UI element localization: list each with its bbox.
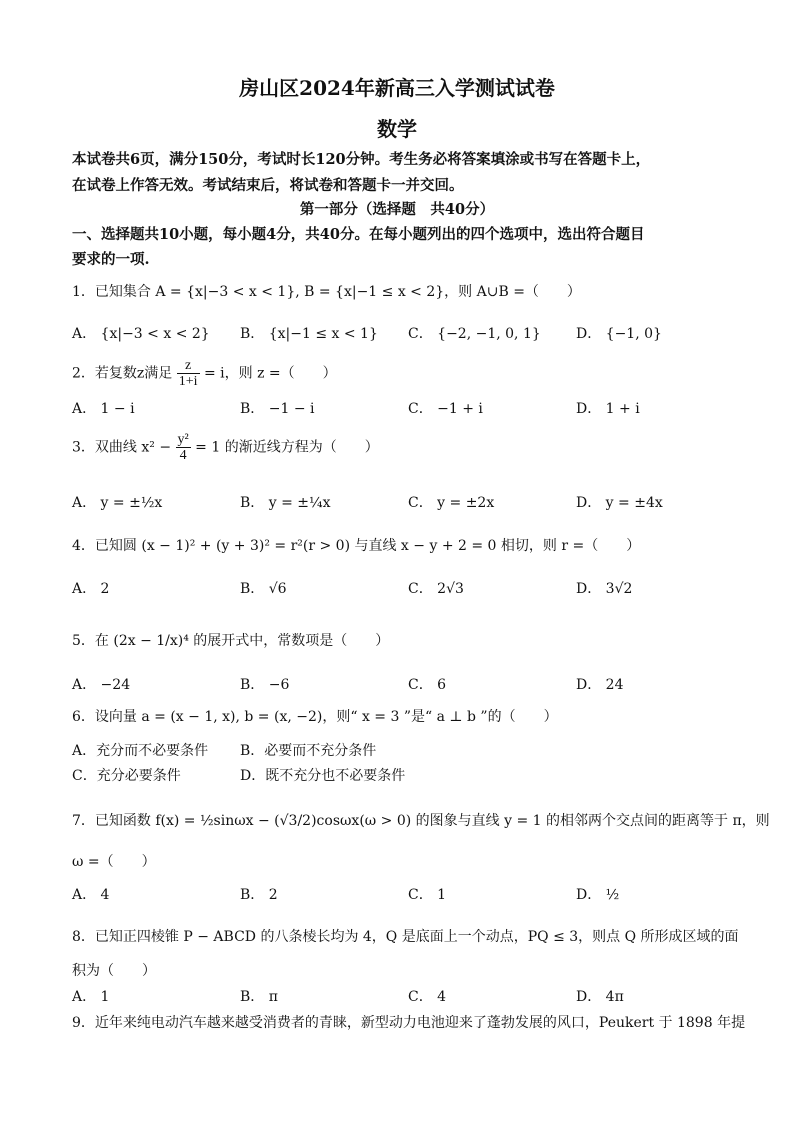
intro-line-2: 在试卷上作答无效。考试结束后，将试卷和答题卡一并交回。 — [72, 177, 464, 194]
question-8-option-a: A． 1 — [72, 989, 110, 1005]
question-7-option-d: D． ½ — [576, 887, 620, 903]
question-6-option-d: D．既不充分也不必要条件 — [240, 768, 406, 784]
question-2-stem-pre: 2．若复数z满足 — [72, 365, 173, 382]
fraction-numerator: z — [177, 358, 200, 374]
question-5-option-c: C． 6 — [408, 677, 447, 693]
question-6-option-b: B．必要而不充分条件 — [240, 743, 377, 759]
question-2-option-d: D． 1 + i — [576, 401, 640, 417]
question-6-option-c: C．充分必要条件 — [72, 768, 181, 784]
question-2-option-c: C． −1 + i — [408, 401, 483, 417]
part1-instruction-2: 要求的一项. — [72, 251, 150, 268]
question-4-option-c: C． 2√3 — [408, 581, 464, 597]
question-2-stem — [72, 358, 337, 389]
question-2-stem-post: = i，则 z =（ ） — [204, 365, 337, 382]
question-7-option-a: A． 4 — [72, 887, 110, 903]
question-9-stem: 9．近年来纯电动汽车越来越受消费者的青睐，新型动力电池迎来了蓬勃发展的风口，Peukert 于 1898 年提 — [72, 1015, 746, 1031]
question-3-option-d: D． y = ±4x — [576, 495, 663, 511]
question-3-option-a: A． y = ±½x — [72, 495, 163, 511]
question-4-option-d: D． 3√2 — [576, 581, 633, 597]
question-3-stem-pre: 3．双曲线 x² − — [72, 439, 172, 456]
question-7-option-b: B． 2 — [240, 887, 278, 903]
question-6-stem: 6．设向量 a = (x − 1, x), b = (x, −2)，则“ x = 3 ”是“ a ⊥ b ”的（ ） — [72, 709, 558, 725]
question-2-option-a: A． 1 − i — [72, 401, 135, 417]
question-5-stem: 5．在 (2x − 1/x)⁴ 的展开式中，常数项是（ ） — [72, 633, 390, 649]
question-4-option-b: B． √6 — [240, 581, 287, 597]
question-3-option-b: B． y = ±¼x — [240, 495, 331, 511]
question-1-option-d: D． {−1, 0} — [576, 326, 662, 342]
question-7-stem: 7．已知函数 f(x) = ½sinωx − (√3/2)cosωx(ω > 0) 的图象与直线 y = 1 的相邻两个交点间的距离等于 π，则 — [72, 813, 770, 829]
question-3-fraction — [176, 432, 191, 463]
part1-heading: 第一部分（选择题 共40分） — [299, 201, 495, 218]
question-3-option-c: C． y = ±2x — [408, 495, 495, 511]
part1-instruction-1: 一、选择题共10小题，每小题4分，共40分。在每小题列出的四个选项中，选出符合题目 — [72, 226, 645, 243]
question-3-stem-post: = 1 的渐近线方程为（ ） — [195, 439, 379, 456]
question-2-option-b: B． −1 − i — [240, 401, 315, 417]
intro-line-1: 本试卷共6页，满分150分，考试时长120分钟。考生务必将答案填涂或书写在答题卡上， — [72, 151, 651, 168]
question-1-stem: 1．已知集合 A = {x|−3 < x < 1}, B = {x|−1 ≤ x < 2}，则 A∪B =（ ） — [72, 284, 581, 300]
fraction-numerator: y² — [177, 432, 189, 447]
question-3-stem — [72, 432, 379, 463]
question-4-stem: 4．已知圆 (x − 1)² + (y + 3)² = r²(r > 0) 与直线 x − y + 2 = 0 相切，则 r =（ ） — [72, 538, 641, 554]
question-6-option-a: A．充分而不必要条件 — [72, 743, 209, 759]
question-8-option-c: C． 4 — [408, 989, 447, 1005]
question-4-option-a: A． 2 — [72, 581, 110, 597]
question-1-option-a: A． {x|−3 < x < 2} — [72, 326, 210, 342]
question-8-stem: 8．已知正四棱锥 P − ABCD 的八条棱长均为 4，Q 是底面上一个动点，PQ ≤ 3，则点 Q 所形成区域的面 — [72, 929, 739, 945]
question-7-option-c: C． 1 — [408, 887, 447, 903]
question-8-stem-continued: 积为（ ） — [72, 963, 156, 979]
question-5-option-a: A． −24 — [72, 677, 131, 693]
question-8-option-d: D． 4π — [576, 989, 624, 1005]
question-7-stem-continued: ω =（ ） — [72, 854, 156, 870]
question-5-option-d: D． 24 — [576, 677, 624, 693]
question-1-option-b: B． {x|−1 ≤ x < 1} — [240, 326, 378, 342]
fraction-denominator: 4 — [179, 448, 187, 463]
subject-title: 数学 — [377, 117, 417, 141]
question-8-option-b: B． π — [240, 989, 278, 1005]
exam-title: 房山区2024年新高三入学测试试卷 — [239, 76, 555, 100]
fraction-denominator: 1+i — [178, 374, 198, 389]
question-5-option-b: B． −6 — [240, 677, 290, 693]
question-2-fraction — [177, 358, 200, 389]
question-1-option-c: C． {−2, −1, 0, 1} — [408, 326, 541, 342]
